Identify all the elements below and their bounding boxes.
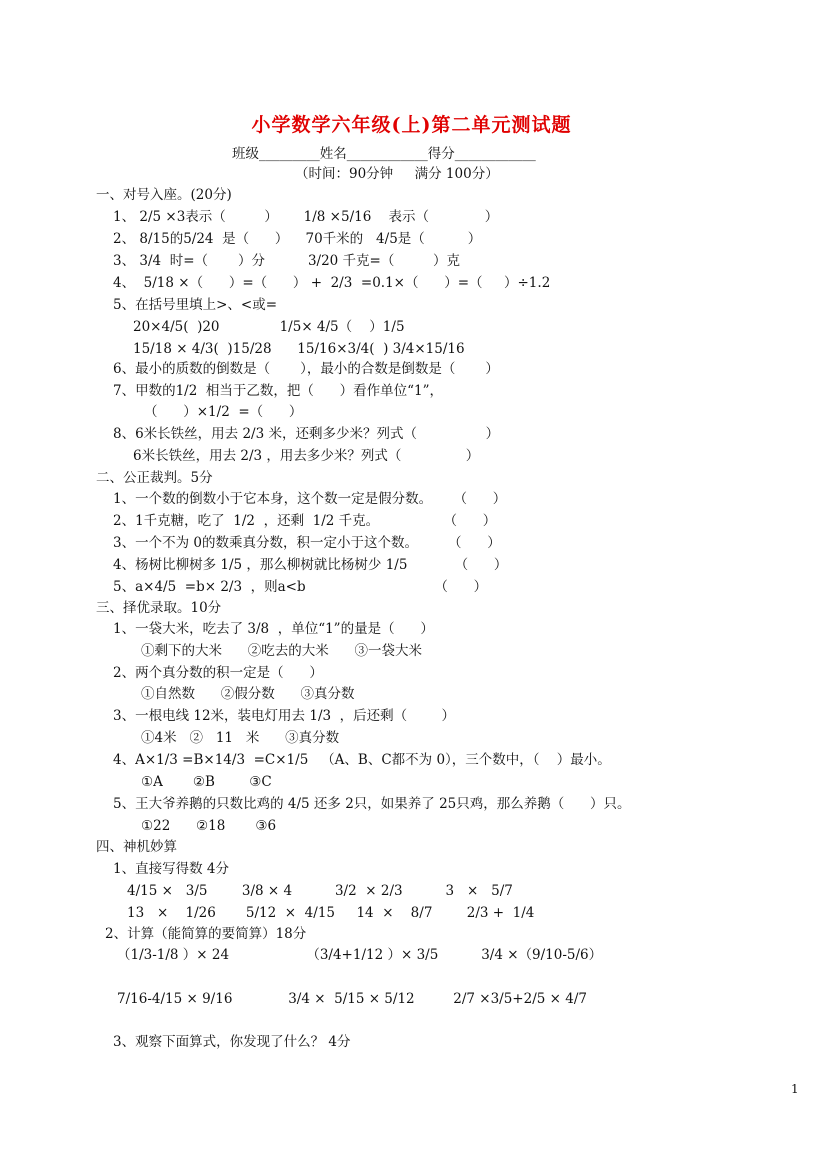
calc-row: （1/3-1/8 ）× 24 （3/4+1/12 ）× 3/5 3/4 ×（9/10-5/6） (117, 947, 603, 963)
question-line: 5、王大爷养鹅的只数比鸡的 4/5 还多 2只，如果养了 25只鸡，那么养鹅（ ）只。 (113, 796, 631, 812)
question-line: 1、 2/5 ×3表示（ ） 1/8 ×5/16 表示（ ） (113, 209, 499, 225)
question-line: 2、计算（能简算的要简算）18分 (105, 926, 307, 942)
section-heading: 二、公正裁判。5分 (96, 470, 213, 486)
question-line: （ ）×1/2 =（ ） (144, 404, 303, 420)
question-line: 3、观察下面算式，你发现了什么？ 4分 (113, 1034, 351, 1050)
section-heading: 一、对号入座。(20分) (96, 187, 232, 203)
option-line: ①A ②B ③C (141, 774, 272, 790)
calc-row: 4/15 × 3/5 3/8 × 4 3/2 × 2/3 3 × 5/7 (127, 883, 513, 899)
option-line: ①22 ②18 ③6 (141, 818, 277, 834)
question-line: 2、 8/15的5/24 是（ ） 70千米的 4/5是（ ） (113, 231, 482, 247)
question-line: 1、一个数的倒数小于它本身，这个数一定是假分数。 （ ） (113, 491, 507, 507)
question-line: 5、a×4/5 =b× 2/3 ，则a<b （ ） (113, 579, 488, 595)
question-line: 2、两个真分数的积一定是（ ） (113, 665, 323, 681)
question-line: 5、在括号里填上>、<或= (113, 297, 278, 313)
option-line: ①自然数 ②假分数 ③真分数 (141, 686, 355, 702)
question-line: 3、 3/4 时=（ ）分 3/20 千克=（ ）克 (113, 253, 460, 269)
option-line: ①剩下的大米 ②吃去的大米 ③一袋大米 (141, 643, 422, 659)
question-line: 4、A×1/3 =B×14/3 =C×1/5 （A、B、C都不为 0），三个数中，（ ）最小。 (113, 752, 611, 768)
question-line: 6、最小的质数的倒数是（ ），最小的合数是倒数是（ ） (113, 361, 499, 377)
question-line: 7、甲数的1/2 相当于乙数，把（ ）看作单位“1”， (113, 383, 444, 399)
section-heading: 四、神机妙算 (96, 839, 177, 855)
calc-row: 7/16-4/15 × 9/16 3/4 × 5/15 × 5/12 2/7 ×3/5+2/5 × 4/7 (117, 991, 587, 1007)
page-title: 小学数学六年级(上)第二单元测试题 (251, 114, 572, 136)
question-line: 4、杨树比柳树多 1/5 ，那么柳树就比杨树少 1/5 （ ） (113, 557, 508, 573)
student-info-line: 班级_________姓名____________得分____________ (232, 146, 536, 162)
section-heading: 三、择优录取。10分 (96, 600, 222, 616)
question-line: 3、一根电线 12米，装电灯用去 1/3 ，后还剩（ ） (113, 708, 455, 724)
question-line: 3、一个不为 0的数乘真分数，积一定小于这个数。 （ ） (113, 535, 501, 551)
question-line: 20×4/5( )20 1/5× 4/5（ ）1/5 (133, 319, 405, 335)
time-score-line: （时间：90分钟 满分 100分） (295, 166, 499, 182)
question-line: 8、6米长铁丝，用去 2/3 米，还剩多少米？列式（ ） (113, 426, 500, 442)
page-number: 1 (791, 1082, 799, 1096)
option-line: ①4米 ② 11 米 ③真分数 (141, 730, 340, 746)
question-line: 15/18 × 4/3( )15/28 15/16×3/4( ) 3/4×15/16 (133, 341, 465, 357)
question-line: 1、一袋大米，吃去了 3/8 ，单位“1”的量是（ ） (113, 621, 434, 637)
calc-row: 13 × 1/26 5/12 × 4/15 14 × 8/7 2/3 + 1/4 (127, 905, 535, 921)
question-line: 1、直接写得数 4分 (113, 861, 229, 877)
question-line: 2、1千克糖，吃了 1/2 ，还剩 1/2 千克。 （ ） (113, 513, 497, 529)
question-line: 4、 5/18 ×（ ）=（ ） + 2/3 =0.1×（ ）=（ ）÷1.2 (113, 275, 551, 291)
question-line: 6米长铁丝，用去 2/3 ，用去多少米？列式（ ） (133, 448, 480, 464)
